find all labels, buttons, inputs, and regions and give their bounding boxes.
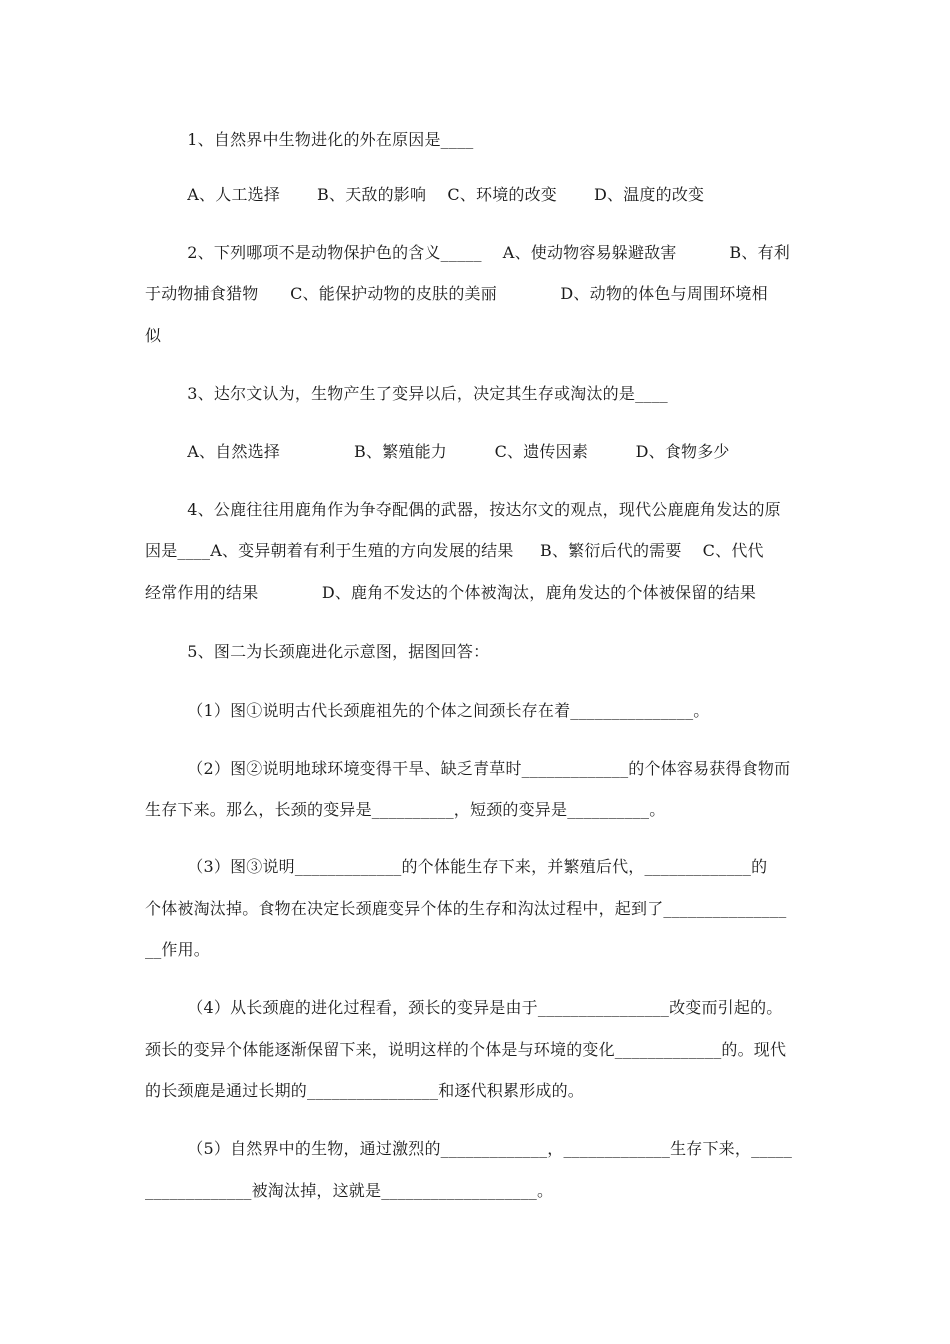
q5-part5-line1: （5）自然界中的生物，通过激烈的_____________，_____________生存下来，_____ <box>145 1139 793 1158</box>
q5-part3-line1: （3）图③说明_____________的个体能生存下来，并繁殖后代，_____________的 <box>145 857 768 876</box>
q5-part2-line2: 生存下来。那么，长颈的变异是__________，短颈的变异是__________。 <box>145 800 666 819</box>
q1-options: A、人工选择 B、天敌的影响 C、环境的改变 D、温度的改变 <box>145 185 705 204</box>
q5-part5-line2: _____________被淘汰掉，这就是___________________。 <box>145 1181 554 1200</box>
q2-line3: 似 <box>145 326 162 345</box>
q5-part4-line2: 颈长的变异个体能逐渐保留下来，说明这样的个体是与环境的变化_____________的。现代 <box>145 1040 787 1059</box>
q4-line2: 因是____A、变异朝着有利于生殖的方向发展的结果 B、繁衍后代的需要 C、代代 <box>145 541 764 560</box>
q3-stem: 3、达尔文认为，生物产生了变异以后，决定其生存或淘汰的是____ <box>145 384 668 403</box>
q5-part4-line1: （4）从长颈鹿的进化过程看，颈长的变异是由于________________改变而引起的。 <box>145 998 783 1017</box>
q3-options: A、自然选择 B、繁殖能力 C、遗传因素 D、食物多少 <box>145 442 730 461</box>
q5-part3-line3: __作用。 <box>145 940 211 959</box>
q2-line2: 于动物捕食猎物 C、能保护动物的皮肤的美丽 D、动物的体色与周围环境相 <box>145 284 768 303</box>
q5-part2-line1: （2）图②说明地球环境变得干旱、缺乏青草时_____________的个体容易获得食物而 <box>145 759 791 778</box>
q4-line3: 经常作用的结果 D、鹿角不发达的个体被淘汰，鹿角发达的个体被保留的结果 <box>145 583 757 602</box>
q2-line1: 2、下列哪项不是动物保护色的含义_____ A、使动物容易躲避敌害 B、有利 <box>145 243 790 262</box>
q5-part3-line2: 个体被淘汰掉。食物在决定长颈鹿变异个体的生存和沟汰过程中，起到了_______________ <box>145 899 787 918</box>
q4-line1: 4、公鹿往往用鹿角作为争夺配偶的武器，按达尔文的观点，现代公鹿鹿角发达的原 <box>145 500 781 519</box>
q5-stem: 5、图二为长颈鹿进化示意图，据图回答： <box>145 642 490 661</box>
q5-part1: （1）图①说明古代长颈鹿祖先的个体之间颈长存在着_______________。 <box>145 701 710 720</box>
q1-stem: 1、自然界中生物进化的外在原因是____ <box>145 130 474 149</box>
q5-part4-line3: 的长颈鹿是通过长期的________________和逐代积累形成的。 <box>145 1081 585 1100</box>
